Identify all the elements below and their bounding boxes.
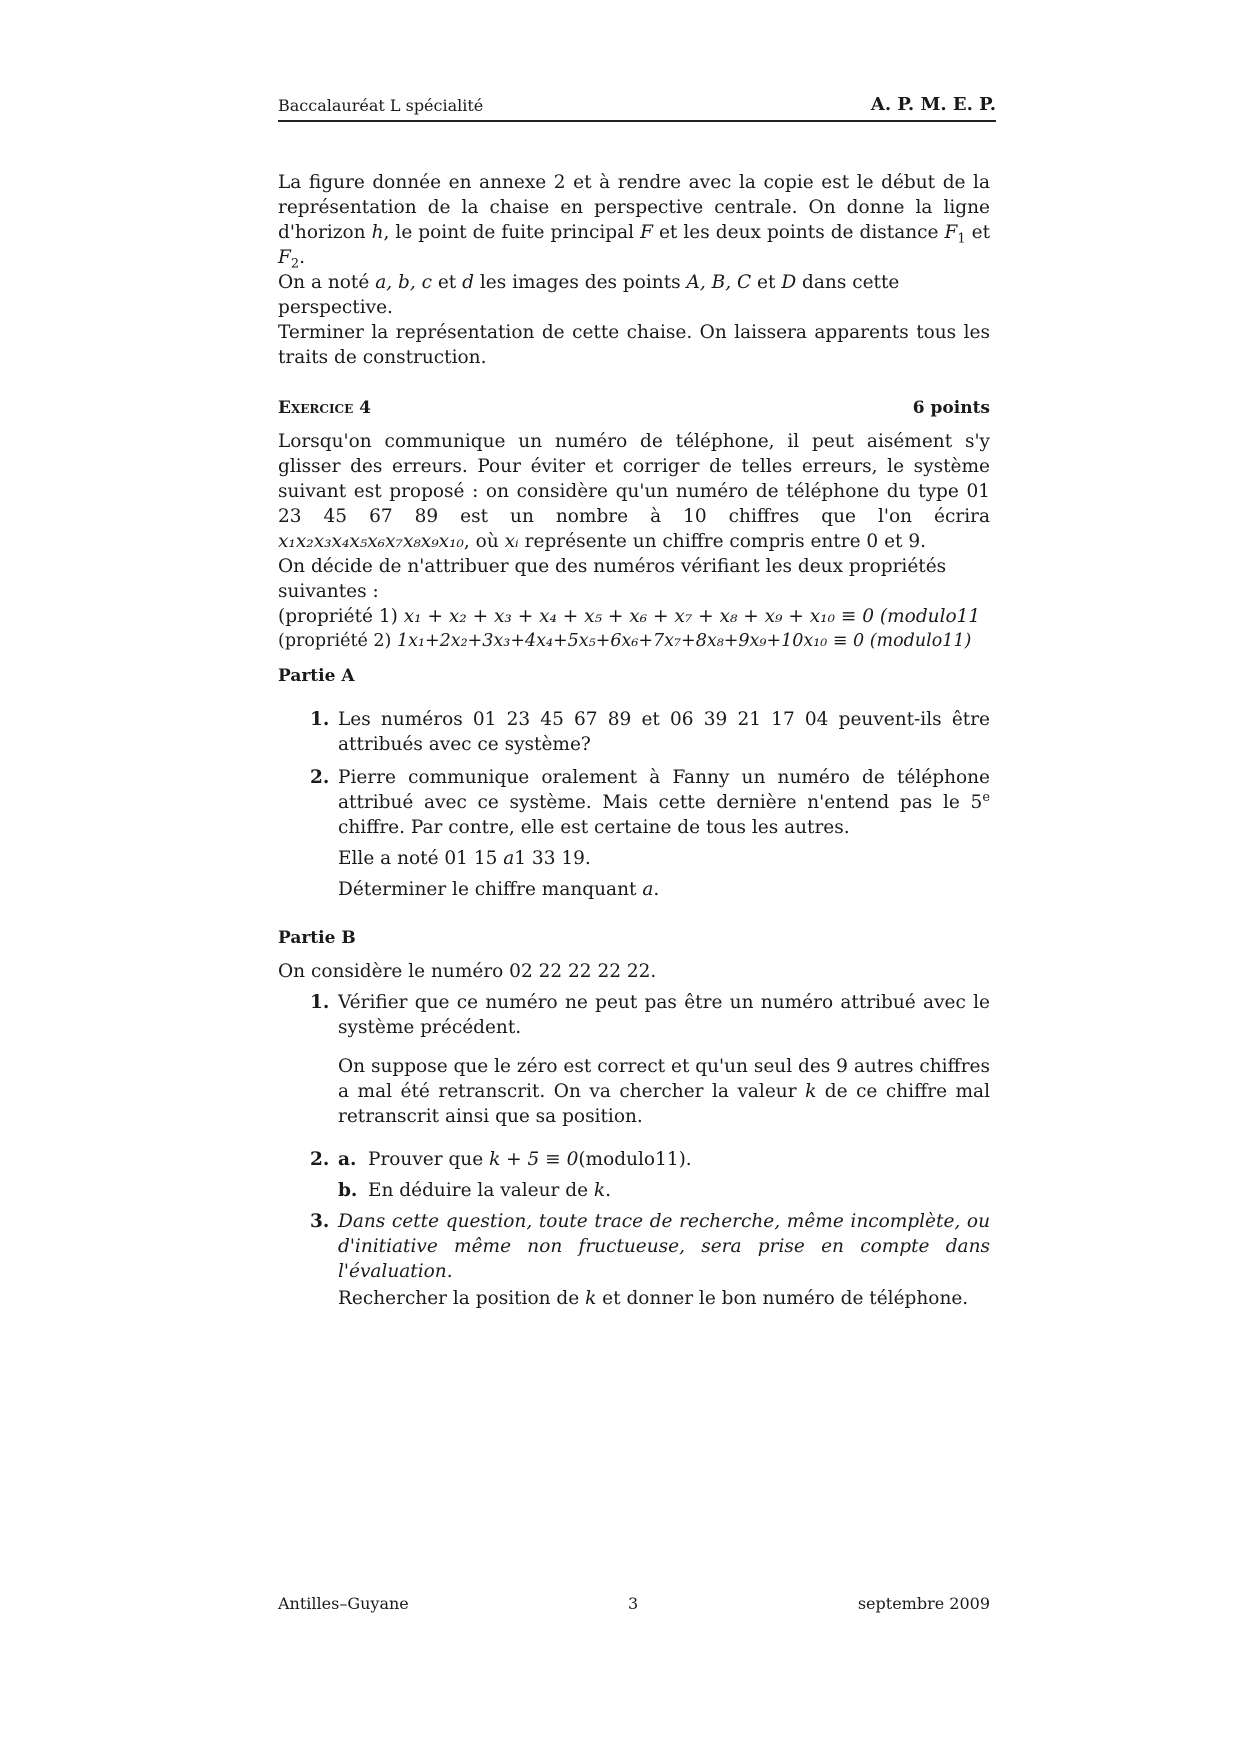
document-body bbox=[278, 170, 990, 1311]
part-b-questions bbox=[278, 990, 990, 1311]
intro-paragraph-1: La figure donnée en annexe 2 et à rendre avec la copie est le début de la représentation de la chaise en perspective centrale. On donne la ligne d'horizon h, le point de fuite principal F et les deux points de distance $F_1$ et $F_2$. bbox=[278, 172, 991, 272]
footer-left: Antilles–Guyane bbox=[278, 1594, 409, 1613]
part-b-question-1: 1. Vérifier que ce numéro ne peut pas être un numéro attribué avec le système précédent. On suppose que le zéro est correct et qu'un seul des 9 autres chiffres a mal été retranscrit. On va chercher la valeur k de ce chiffre mal retranscrit ainsi que sa position. bbox=[310, 992, 991, 1127]
property-1: (propriété 1) x₁ + x₂ + x₃ + x₄ + x₅ + x₆ + x₇ + x₈ + x₉ + x₁₀ ≡ 0 (modulo11 bbox=[278, 606, 981, 627]
header-right: A. P. M. E. P. bbox=[870, 94, 996, 115]
exercise-paragraph-1: Lorsqu'on communique un numéro de téléphone, il peut aisément s'y glisser des erreurs. Pour éviter et corriger de telles erreurs, le système suivant est proposé : on considère qu'un numéro de téléphone du type 01 23 45 67 89 est un nombre à 10 chiffres que l'on écrira x₁x₂x₃x₄x₅x₆x₇x₈x₉x₁₀, où xᵢ représente un chiffre compris entre 0 et 9. bbox=[278, 431, 990, 552]
intro-paragraph-2: On a noté a, b, c et d les images des points A, B, C et D dans cette perspective. bbox=[278, 272, 900, 318]
part-a-title: Partie A bbox=[278, 666, 355, 686]
footer-right: septembre 2009 bbox=[857, 1594, 990, 1613]
part-b-question-2: 2. a. Prouver que k + 5 ≡ 0(modulo11). b. En déduire la valeur de k. bbox=[278, 1147, 990, 1203]
part-b-title: Partie B bbox=[278, 928, 356, 948]
part-b-question-3: 3. Dans cette question, toute trace de recherche, même incomplète, ou d'initiative même non fructueuse, sera prise en compte dans l'évaluation. Rechercher la position de k et donner le bon numéro de téléphone. bbox=[310, 1211, 990, 1309]
part-a-questions bbox=[278, 707, 990, 902]
exercise-title: Exercice 4 bbox=[278, 398, 371, 418]
part-b-intro: On considère le numéro 02 22 22 22 22. bbox=[278, 961, 657, 982]
exercise-paragraph-2: On décide de n'attribuer que des numéros vérifiant les deux propriétés suivantes : bbox=[278, 556, 947, 602]
property-2: (propriété 2) 1x₁+2x₂+3x₃+4x₄+5x₅+6x₆+7x₇+8x₈+9x₉+10x₁₀ ≡ 0 (modulo11) bbox=[278, 631, 972, 651]
page-number: 3 bbox=[628, 1594, 639, 1613]
determine-missing-digit: Déterminer le chiffre manquant a. bbox=[338, 879, 660, 900]
part-a-question-1: 1. Les numéros 01 23 45 67 89 et 06 39 21 17 04 peuvent-ils être attribués avec ce système? bbox=[310, 709, 990, 755]
part-b-question-2b: b. En déduire la valeur de k. bbox=[338, 1180, 612, 1201]
intro-paragraph-3: Terminer la représentation de cette chaise. On laissera apparents tous les traits de construction. bbox=[278, 322, 990, 368]
noted-number: Elle a noté 01 15 a1 33 19. bbox=[338, 848, 591, 869]
part-b-assumption: On suppose que le zéro est correct et qu'un seul des 9 autres chiffres a mal été retranscrit. On va chercher la valeur k de ce chiffre mal retranscrit ainsi que sa position. bbox=[338, 1056, 991, 1127]
exercise-heading bbox=[278, 396, 990, 421]
header-left: Baccalauréat L spécialité bbox=[278, 96, 484, 115]
part-b-question-2a: a. Prouver que k + 5 ≡ 0(modulo11). bbox=[338, 1149, 692, 1170]
page-header bbox=[278, 94, 996, 122]
part-a-question-2: 2. Pierre communique oralement à Fanny un numéro de téléphone attribué avec ce système. Mais cette dernière n'entend pas le 5e chiffre. Par contre, elle est certaine de tous les autres. Elle a noté 01 15 a1 33 19. Déterminer le chiffre manquant a. bbox=[310, 767, 990, 900]
search-position: Rechercher la position de k et donner le bon numéro de téléphone. bbox=[338, 1288, 969, 1309]
exercise-points: 6 points bbox=[912, 398, 990, 418]
